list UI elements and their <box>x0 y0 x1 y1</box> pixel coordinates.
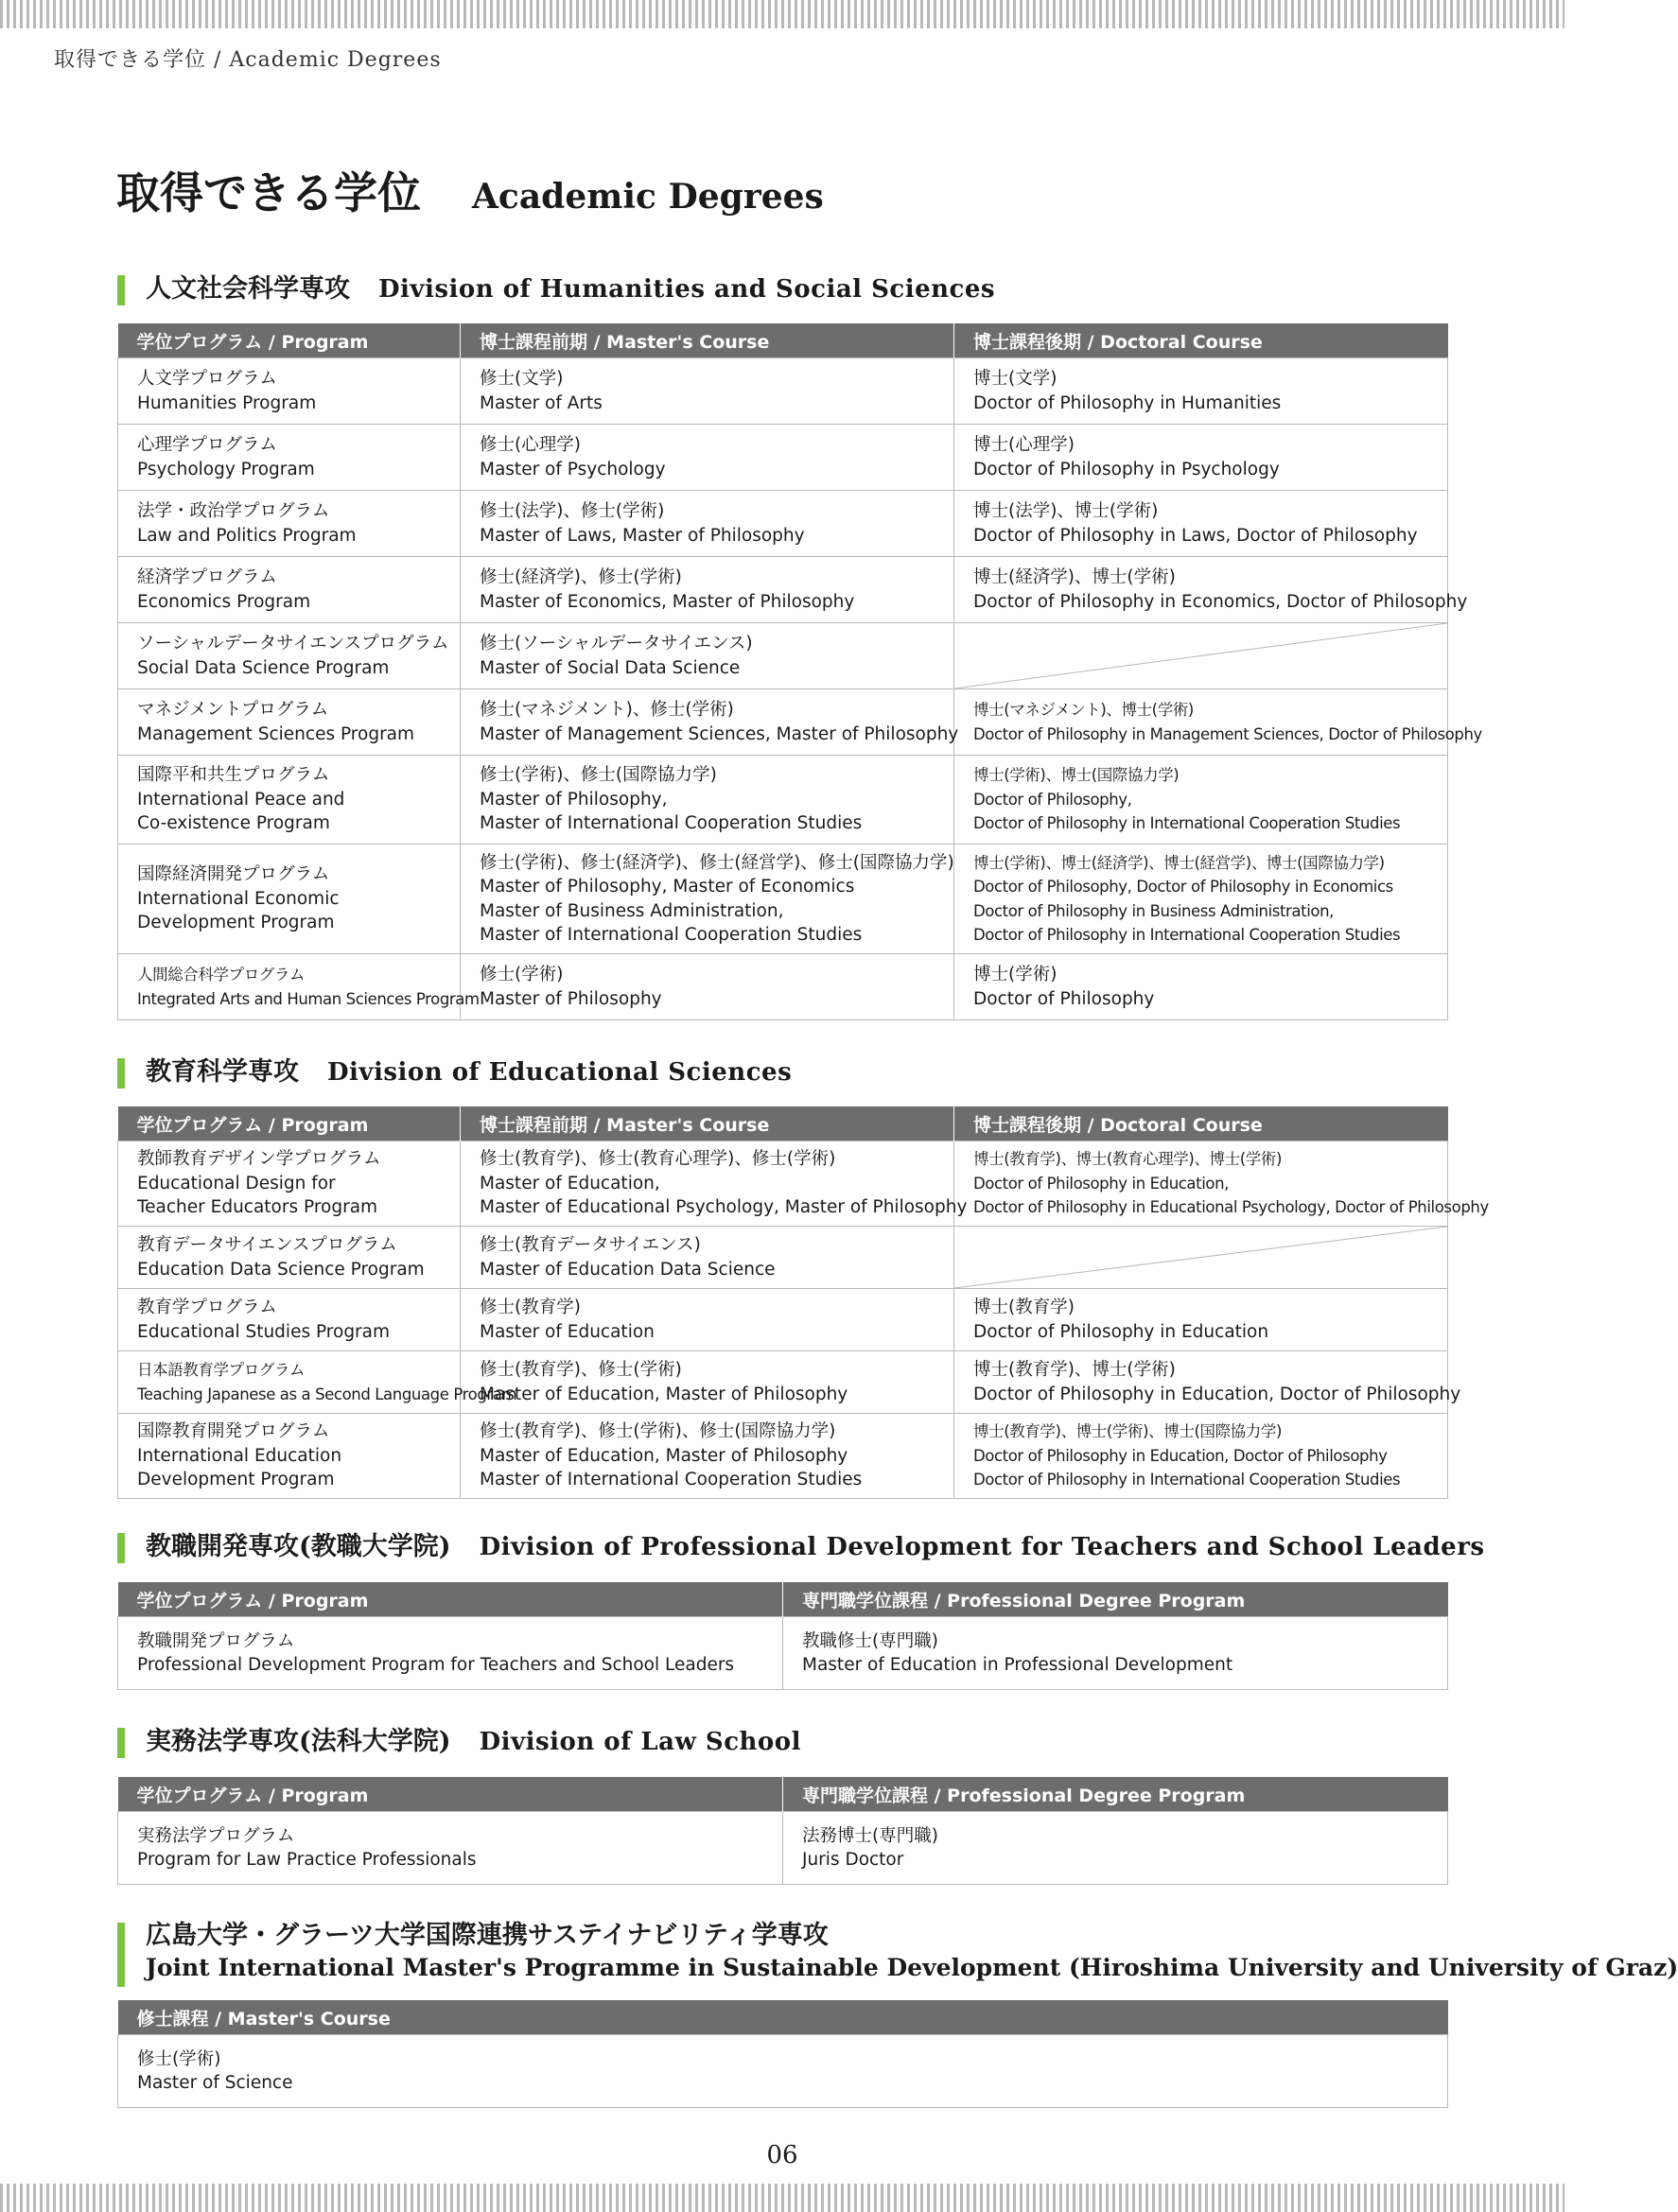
master-line: Master of Laws, Master of Philosophy <box>480 525 805 546</box>
master-line: Master of Education, Master of Philosophy <box>480 1445 848 1466</box>
master-line: Master of Psychology <box>480 459 666 479</box>
degree-cell <box>783 1812 1448 1885</box>
program-line: 経済学プログラム <box>137 567 277 587</box>
diagonal-slash-icon <box>954 623 1447 688</box>
program-line: 国際教育開発プログラム <box>137 1421 330 1442</box>
doctoral-line: 博士(教育学)、博士(学術) <box>973 1360 1176 1380</box>
master-line: 修士(教育データサイエンス) <box>480 1235 701 1255</box>
program-line: 人文学プログラム <box>137 369 277 389</box>
program-line: Teaching Japanese as a Second Language Program <box>137 1385 517 1403</box>
col-header-professional: 専門職学位課程 / Professional Degree Program <box>783 1582 1448 1617</box>
teachers-degree-table <box>117 1582 1448 1690</box>
master-line: Master of Educational Psychology, Master of Philosophy <box>480 1197 968 1218</box>
section-title-jp: 実務法学専攻(法科大学院) <box>146 1727 451 1756</box>
program-line: International Education <box>137 1445 342 1466</box>
program-line: Educational Studies Program <box>137 1321 391 1342</box>
program-cell <box>118 557 461 623</box>
master-line: Master of Arts <box>480 392 603 413</box>
master-cell <box>461 557 954 623</box>
program-cell <box>118 1227 461 1289</box>
doctoral-line: Doctor of Philosophy in Psychology <box>973 459 1280 479</box>
program-line: Psychology Program <box>137 459 315 479</box>
master-cell <box>461 358 954 425</box>
col-header-program: 学位プログラム / Program <box>118 1777 783 1812</box>
doctoral-cell <box>954 954 1448 1020</box>
master-line: Master of Education <box>480 1321 655 1342</box>
table-row <box>118 954 1448 1020</box>
master-line: 修士(経済学)、修士(学術) <box>480 567 682 587</box>
running-header: 取得できる学位 / Academic Degrees <box>54 48 442 72</box>
program-name-en: Program for Law Practice Professionals <box>137 1850 477 1870</box>
program-line: マネジメントプログラム <box>137 700 329 720</box>
master-cell <box>461 1351 954 1414</box>
program-line: Development Program <box>137 1470 335 1490</box>
program-line: 国際平和共生プログラム <box>137 765 330 786</box>
doctoral-line: Doctor of Philosophy in Educational Psychology, Doctor of Philosophy <box>973 1198 1489 1217</box>
program-cell <box>118 1351 517 1414</box>
doctoral-line: Doctor of Philosophy <box>973 988 1155 1009</box>
law-degree-table <box>117 1777 1448 1885</box>
program-line: Integrated Arts and Human Sciences Program <box>137 989 480 1008</box>
table-row <box>118 1141 1448 1227</box>
master-line: Master of Economics, Master of Philosophy <box>480 591 855 612</box>
master-line: Master of Management Sciences, Master of Philosophy <box>480 723 959 744</box>
master-cell <box>461 689 959 756</box>
master-cell <box>461 845 954 954</box>
doctoral-cell <box>954 1414 1448 1499</box>
education-degree-table <box>117 1106 1489 1499</box>
program-line: 国際経済開発プログラム <box>137 864 330 885</box>
program-line: Management Sciences Program <box>137 723 415 744</box>
program-cell <box>118 845 461 954</box>
col-header-master: 修士課程 / Master's Course <box>118 2000 1448 2035</box>
table-row <box>118 689 1448 756</box>
program-line: Law and Politics Program <box>137 525 357 546</box>
degree-name-en: Master of Education in Professional Development <box>802 1655 1233 1675</box>
page-title-en: Academic Degrees <box>472 177 824 217</box>
doctoral-line: Doctor of Philosophy in International Cooperation Studies <box>973 814 1401 833</box>
master-cell <box>461 1289 954 1351</box>
program-line: 日本語教育学プログラム <box>137 1361 305 1379</box>
table-row <box>118 491 1448 557</box>
table-row <box>118 425 1448 491</box>
program-line: International Peace and <box>137 789 345 810</box>
table-row <box>118 1812 1448 1885</box>
table-row <box>118 1351 1448 1414</box>
program-name-jp: 教職開発プログラム <box>137 1630 295 1651</box>
doctoral-line: 博士(文学) <box>973 369 1057 389</box>
section-title-jp: 広島大学・グラーツ大学国際連携サステイナビリティ学専攻 <box>146 1921 829 1950</box>
section-title-en: Division of Educational Sciences <box>327 1058 793 1087</box>
master-line: Master of Education, Master of Philosophy <box>480 1384 848 1404</box>
doctoral-line: Doctor of Philosophy, Doctor of Philosophy in Economics <box>973 878 1393 896</box>
doctoral-cell <box>954 491 1448 557</box>
doctoral-line: Doctor of Philosophy in Laws, Doctor of Philosophy <box>973 525 1418 546</box>
master-line: 修士(教育学)、修士(学術) <box>480 1360 682 1380</box>
section-title-en: Division of Law School <box>479 1728 801 1756</box>
master-line: Master of International Cooperation Studies <box>480 1470 863 1490</box>
program-line: Development Program <box>137 913 335 933</box>
doctoral-line: Doctor of Philosophy in Humanities <box>973 392 1282 413</box>
col-header-professional: 専門職学位課程 / Professional Degree Program <box>783 1777 1448 1812</box>
program-cell <box>118 623 461 689</box>
col-header-program: 学位プログラム / Program <box>118 1106 461 1141</box>
doctoral-line: Doctor of Philosophy in Education <box>973 1321 1269 1342</box>
doctoral-cell <box>954 425 1448 491</box>
program-line: Co-existence Program <box>137 813 330 834</box>
program-line: 教育データサイエンスプログラム <box>137 1235 397 1255</box>
program-cell <box>118 491 461 557</box>
doctoral-line: 博士(学術)、博士(国際協力学) <box>973 766 1180 785</box>
doctoral-cell <box>954 1351 1461 1414</box>
doctoral-line: 博士(教育学)、博士(学術)、博士(国際協力学) <box>973 1422 1283 1441</box>
degree-cell <box>118 2035 1448 2108</box>
section-title-en: Division of Humanities and Social Sciences <box>378 275 996 304</box>
section-title-teachers <box>117 1530 1485 1564</box>
master-cell <box>461 1141 968 1227</box>
master-line: Master of Philosophy <box>480 988 662 1009</box>
doctoral-cell <box>954 623 1448 689</box>
section-title-humanities <box>117 272 995 306</box>
master-line: 修士(学術)、修士(国際協力学) <box>480 765 717 786</box>
master-cell <box>461 425 954 491</box>
master-line: 修士(文学) <box>480 369 564 389</box>
section-title-jp: 教職開発専攻(教職大学院) <box>146 1532 451 1561</box>
doctoral-line: Doctor of Philosophy in Education, <box>973 1174 1229 1193</box>
section-title-jp: 人文社会科学専攻 <box>146 274 350 304</box>
master-cell <box>461 491 954 557</box>
section-title-jp: 教育科学専攻 <box>146 1057 299 1087</box>
program-line: Social Data Science Program <box>137 657 390 678</box>
table-row <box>118 756 1448 845</box>
program-cell <box>118 358 461 425</box>
col-header-doctoral: 博士課程後期 / Doctoral Course <box>954 1106 1448 1141</box>
doctoral-line: Doctor of Philosophy in Education, Doctor of Philosophy <box>973 1446 1388 1465</box>
degree-name-jp: 修士(学術) <box>137 2048 221 2069</box>
master-line: Master of Social Data Science <box>480 657 741 678</box>
table-row <box>118 845 1448 954</box>
page-number: 06 <box>766 2141 798 2169</box>
col-header-program: 学位プログラム / Program <box>118 1582 783 1617</box>
master-line: 修士(学術) <box>480 965 564 984</box>
program-line: 法学・政治学プログラム <box>137 501 330 521</box>
master-line: 修士(法学)、修士(学術) <box>480 501 665 521</box>
program-cell <box>118 1289 461 1351</box>
doctoral-line: 博士(教育学)、博士(教育心理学)、博士(学術) <box>973 1150 1283 1169</box>
doctoral-line: 博士(心理学) <box>973 435 1075 455</box>
col-header-master: 博士課程前期 / Master's Course <box>461 323 954 358</box>
master-cell <box>461 756 954 845</box>
doctoral-line: Doctor of Philosophy in Management Sciences, Doctor of Philosophy <box>973 724 1482 743</box>
degree-name-en: Juris Doctor <box>802 1850 904 1870</box>
program-cell <box>118 425 461 491</box>
doctoral-cell <box>954 1227 1448 1289</box>
master-line: 修士(心理学) <box>480 435 581 455</box>
master-line: Master of Education Data Science <box>480 1259 776 1280</box>
table-row <box>118 1414 1448 1499</box>
program-name-jp: 実務法学プログラム <box>137 1825 295 1846</box>
doctoral-cell <box>954 1289 1448 1351</box>
program-line: ソーシャルデータサイエンスプログラム <box>137 634 449 653</box>
section-title-education <box>117 1055 792 1089</box>
program-cell <box>118 1617 783 1690</box>
doctoral-line: 博士(経済学)、博士(学術) <box>973 567 1176 587</box>
program-line: Teacher Educators Program <box>137 1197 378 1218</box>
degree-cell <box>783 1617 1448 1690</box>
table-row <box>118 2035 1448 2108</box>
doctoral-cell <box>954 756 1448 845</box>
doctoral-line: Doctor of Philosophy in International Cooperation Studies <box>973 1471 1401 1489</box>
doctoral-line: 博士(教育学) <box>973 1298 1075 1317</box>
table-row <box>118 1617 1448 1690</box>
program-line: 人間総合科学プログラム <box>137 966 305 984</box>
program-line: 心理学プログラム <box>137 435 277 455</box>
master-cell <box>461 954 954 1020</box>
top-stripe-border <box>0 0 1564 28</box>
joint-degree-table <box>117 2000 1448 2108</box>
master-line: 修士(ソーシャルデータサイエンス) <box>480 634 753 653</box>
doctoral-line: Doctor of Philosophy, <box>973 790 1132 809</box>
program-line: Economics Program <box>137 591 311 612</box>
page-title-jp: 取得できる学位 <box>116 167 421 218</box>
degree-name-jp: 教職修士(専門職) <box>802 1630 938 1651</box>
col-header-master: 博士課程前期 / Master's Course <box>461 1106 954 1141</box>
master-cell <box>461 623 954 689</box>
master-line: Master of Business Administration, <box>480 900 784 921</box>
program-line: 教育学プログラム <box>137 1298 277 1317</box>
master-line: Master of International Cooperation Studies <box>480 925 863 945</box>
master-line: Master of Philosophy, <box>480 789 668 810</box>
doctoral-line: 博士(学術) <box>973 965 1057 984</box>
doctoral-cell <box>954 689 1482 756</box>
section-title-law <box>117 1725 801 1759</box>
program-line: 教師教育デザイン学プログラム <box>137 1149 381 1170</box>
doctoral-line: 博士(マネジメント)、博士(学術) <box>973 701 1194 719</box>
program-cell <box>118 954 480 1020</box>
master-cell <box>461 1227 954 1289</box>
diagonal-slash-icon <box>954 1227 1447 1288</box>
section-title-en: Division of Professional Development for Teachers and School Leaders <box>479 1533 1485 1561</box>
doctoral-cell <box>954 845 1448 954</box>
col-header-doctoral: 博士課程後期 / Doctoral Course <box>954 323 1448 358</box>
program-cell <box>118 1414 461 1499</box>
section-title-joint <box>117 1920 1678 1984</box>
table-row <box>118 1227 1448 1289</box>
master-line: 修士(学術)、修士(経済学)、修士(経営学)、修士(国際協力学) <box>480 852 954 873</box>
degree-name-jp: 法務博士(専門職) <box>802 1825 938 1846</box>
doctoral-line: Doctor of Philosophy in International Cooperation Studies <box>973 926 1401 944</box>
col-header-program: 学位プログラム / Program <box>118 323 461 358</box>
program-line: Humanities Program <box>137 392 317 413</box>
table-row <box>118 623 1448 689</box>
master-line: 修士(教育学) <box>480 1298 581 1317</box>
program-name-en: Professional Development Program for Teachers and School Leaders <box>137 1655 735 1675</box>
section-title-en: Joint International Master's Programme in Sustainable Development (Hiroshima University and University of Graz) <box>146 1954 1678 1981</box>
doctoral-line: Doctor of Philosophy in Education, Doctor of Philosophy <box>973 1384 1461 1404</box>
master-line: 修士(教育学)、修士(教育心理学)、修士(学術) <box>480 1149 836 1170</box>
program-cell <box>118 1812 783 1885</box>
page-title <box>116 159 824 221</box>
table-row <box>118 557 1448 623</box>
table-row <box>118 1289 1448 1351</box>
master-line: Master of Education, <box>480 1173 660 1193</box>
doctoral-line: Doctor of Philosophy in Economics, Doctor of Philosophy <box>973 591 1468 612</box>
program-line: International Economic <box>137 888 340 909</box>
doctoral-line: Doctor of Philosophy in Business Administration, <box>973 901 1334 920</box>
doctoral-cell <box>954 557 1468 623</box>
program-cell <box>118 1141 461 1227</box>
program-line: Education Data Science Program <box>137 1259 425 1280</box>
program-cell <box>118 689 461 756</box>
humanities-degree-table <box>117 323 1482 1020</box>
bottom-stripe-border <box>0 2184 1564 2212</box>
table-row <box>118 358 1448 425</box>
master-line: Master of Philosophy, Master of Economics <box>480 877 855 897</box>
doctoral-cell <box>954 358 1448 425</box>
master-line: 修士(マネジメント)、修士(学術) <box>480 700 734 720</box>
master-line: Master of International Cooperation Studies <box>480 813 863 834</box>
doctoral-line: 博士(学術)、博士(経済学)、博士(経営学)、博士(国際協力学) <box>973 853 1385 872</box>
master-line: 修士(教育学)、修士(学術)、修士(国際協力学) <box>480 1421 836 1442</box>
doctoral-line: 博士(法学)、博士(学術) <box>973 501 1159 521</box>
degree-name-en: Master of Science <box>137 2073 293 2093</box>
doctoral-cell <box>954 1141 1489 1227</box>
program-line: Educational Design for <box>137 1173 336 1193</box>
master-cell <box>461 1414 954 1499</box>
program-cell <box>118 756 461 845</box>
